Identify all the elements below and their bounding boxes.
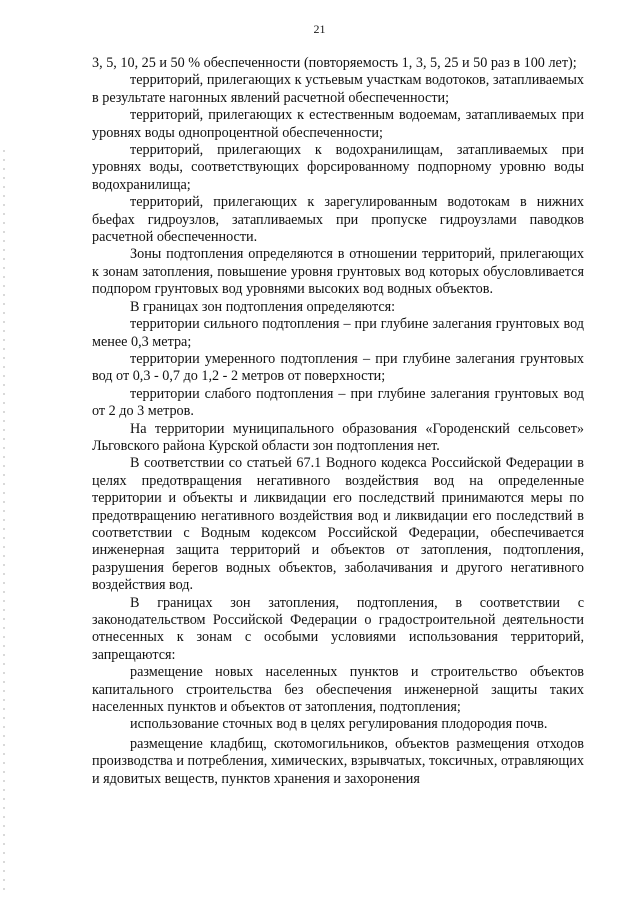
scan-margin-mark [3, 150, 5, 890]
paragraph-16: размещение кладбищ, скотомогильников, объектов размещения отходов производства и потребления, химических, взрывчатых, токсичных, отравляющих и ядовитых веществ, пунктов хранения и захоронения [92, 735, 584, 787]
paragraph-4: территорий, прилегающих к водохранилищам, затапливаемых при уровнях воды, соответствующих форсированному подпорному уровню воды водохранилища; [92, 142, 584, 193]
paragraph-1: 3, 5, 10, 25 и 50 % обеспеченности (повторяемость 1, 3, 5, 25 и 50 раз в 100 лет); [92, 55, 577, 71]
paragraph-3: территорий, прилегающих к естественным водоемам, затапливаемых при уровнях воды однопроцентной обеспеченности; [92, 107, 584, 141]
paragraph-11: На территории муниципального образования «Городенский сельсовет» Льговского района Курской области зон подтопления нет. [92, 420, 584, 454]
paragraph-6: Зоны подтопления определяются в отношении территорий, прилегающих к зонам затопления, повышение уровня грунтовых вод которых обусловливается подпором грунтовых вод уровнями высоких вод водных объектов. [92, 246, 584, 298]
paragraph-15: использование сточных вод в целях регулирования плодородия почв. [130, 716, 548, 733]
paragraph-14: размещение новых населенных пунктов и строительство объектов капитального строительства без обеспечения инженерной защиты таких населенных пунктов и объектов от затопления, подтопления; [92, 664, 584, 716]
paragraph-13: В границах зон затопления, подтопления, в соответствии с законодательством Российской Федерации о градостроительной деятельности отнесенных к зонам с особыми условиями использования территорий, запрещаются: [92, 594, 584, 663]
paragraph-9: территории умеренного подтопления – при глубине залегания грунтовых вод от 0,3 - 0,7 до 1,2 - 2 метров от поверхности; [92, 350, 584, 385]
paragraph-7: В границах зон подтопления определяются: [130, 298, 396, 315]
paragraph-2: территорий, прилегающих к устьевым участкам водотоков, затапливаемых в результате нагонных явлений расчетной обеспеченности; [92, 72, 584, 106]
paragraph-5: территорий, прилегающих к зарегулированным водотокам в нижних бьефах гидроузлов, затапливаемых при пропуске гидроузлами паводков расчетной обеспеченности. [92, 194, 584, 246]
paragraph-12: В соответствии со статьей 67.1 Водного кодекса Российской Федерации в целях предотвращения негативного воздействия вод на определенные территории и объекты и ликвидации его последствий принимаются меры по предотвращению негативного воздействия вод и ликвидации его последствий в соответствии с Водным кодексом Российской Федерации, обеспечивается инженерная защита территорий и объектов от затопления, подтопления, разрушения берегов водных объектов, заболачивания и другого негативного воздействия вод. [92, 455, 584, 594]
paragraph-10: территории слабого подтопления – при глубине залегания грунтовых вод от 2 до 3 метров. [92, 385, 584, 420]
paragraph-8: территории сильного подтопления – при глубине залегания грунтовых вод менее 0,3 метра; [92, 316, 584, 350]
page-number: 21 [313, 22, 326, 36]
document-body [92, 55, 584, 788]
